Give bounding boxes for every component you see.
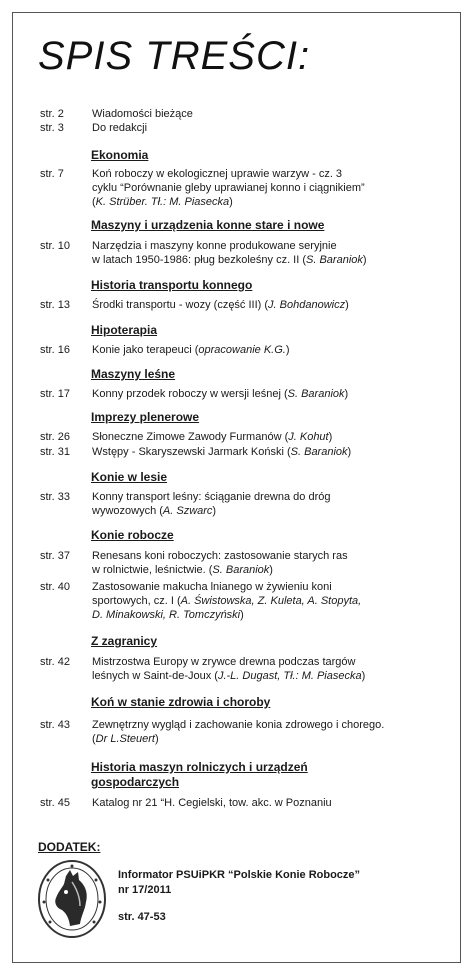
section-heading: Ekonomia [91,148,149,162]
entry-page: str. 45 [40,797,70,809]
section-heading: Konie robocze [91,528,174,542]
supplement-issue: nr 17/2011 [118,884,172,896]
entry-page: str. 26 [40,431,70,443]
entry-title: Wiadomości bieżące [92,108,193,120]
section-heading: Koń w stanie zdrowia i choroby [91,695,271,709]
supplement-heading: DODATEK: [38,840,101,854]
supplement-pages: str. 47-53 [118,911,166,923]
supplement-info [118,868,438,898]
entry-text: Mistrzostwa Europy w zrywce drewna podczas targów leśnych w Saint-de-Joux (J.-L. Dugast, Tł.: M. Piasecka) [92,656,366,682]
supplement-title: Informator PSUiPKR “Polskie Konie Robocze” [118,869,361,881]
section-heading: Historia transportu konnego [91,278,253,292]
entry-page: str. 7 [40,168,64,180]
entry-page: str. 2 [40,108,64,120]
section-heading: Maszyny i urządzenia konne stare i nowe [91,218,325,232]
section-heading: Konie w lesie [91,470,168,484]
entry-title: Do redakcji [92,122,148,134]
entry-page: str. 17 [40,388,70,400]
entry-text: Konny transport leśny: ściąganie drewna do dróg wywozowych (A. Szwarc) [92,491,331,517]
horse-head-seal-icon [36,858,108,940]
entry-text: Wstępy - Skaryszewski Jarmark Koński (S. Baraniok) [92,446,352,458]
entry-page: str. 16 [40,344,70,356]
section-heading: Historia maszyn rolniczych i urządzeń gospodarczych [91,760,308,789]
entry-text: Konie jako terapeuci (opracowanie K.G.) [92,344,290,356]
page-title: SPIS TREŚCI: [38,34,311,78]
entry-page: str. 37 [40,550,70,562]
entry-page: str. 40 [40,581,70,593]
section-heading: Z zagranicy [91,634,158,648]
entry-text: Katalog nr 21 “H. Cegielski, tow. akc. w Poznaniu [92,797,332,809]
entry-text: Słoneczne Zimowe Zawody Furmanów (J. Kohut) [92,431,333,443]
entry-text: Narzędzia i maszyny konne produkowane seryjnie w latach 1950-1986: pług bezkoleśny cz. II (S. Baraniok) [92,240,367,266]
entry-page: str. 43 [40,719,70,731]
entry-page: str. 10 [40,240,70,252]
entry-text: Koń roboczy w ekologicznej uprawie warzyw - cz. 3 cyklu “Porównanie gleby uprawianej konno i ciągnikiem” (K. Strüber. Tł.: M. Piasecka) [92,168,365,208]
entry-page: str. 33 [40,491,70,503]
entry-page: str. 42 [40,656,70,668]
section-heading: Hipoterapia [91,323,158,337]
section-heading: Maszyny leśne [91,367,176,381]
entry-text: Renesans koni roboczych: zastosowanie starych ras w rolnictwie, leśnictwie. (S. Baraniok) [92,550,348,576]
entry-text: Konny przodek roboczy w wersji leśnej (S. Baraniok) [92,388,349,400]
entry-page: str. 31 [40,446,70,458]
entry-text: Zastosowanie makucha lnianego w żywieniu koni sportowych, cz. I (A. Świstowska, Z. Kuleta, A. Stopyta, D. Minakowski, R. Tomczyński) [92,581,362,621]
section-heading: Imprezy plenerowe [91,410,200,424]
entry-page: str. 3 [40,122,64,134]
entry-text: Środki transportu - wozy (część III) (J. Bohdanowicz) [92,299,349,311]
page-frame [12,12,461,963]
entry-text: Zewnętrzny wygląd i zachowanie konia zdrowego i chorego. (Dr L.Steuert) [92,719,385,745]
entry-page: str. 13 [40,299,70,311]
